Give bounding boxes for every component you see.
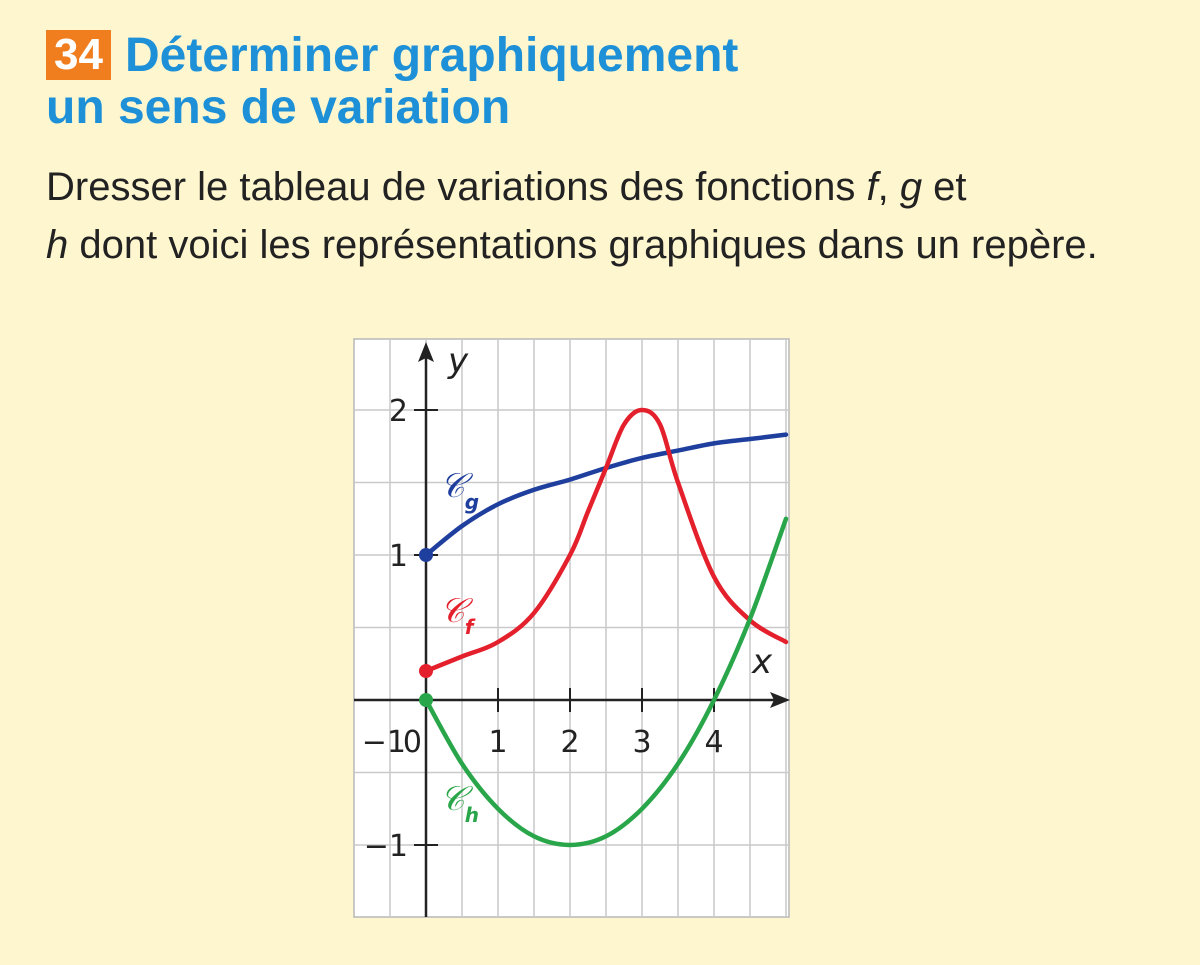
curve-label-main: 𝒞 xyxy=(440,466,465,506)
curve-label-sub: f xyxy=(464,615,474,639)
y-tick-label: 1 xyxy=(388,539,408,574)
x-tick-label: 2 xyxy=(560,725,580,760)
x-tick-label: 4 xyxy=(704,725,724,760)
curve-label-main: 𝒞 xyxy=(440,779,465,819)
statement-sep1: , xyxy=(877,165,900,209)
start-point-f xyxy=(419,664,433,678)
start-point-h xyxy=(419,693,433,707)
x-tick-label: −1 xyxy=(361,725,406,760)
y-tick-label: 2 xyxy=(388,394,408,429)
x-tick-label: 1 xyxy=(488,725,508,760)
statement-g: g xyxy=(899,165,923,209)
statement-part2: et xyxy=(922,165,967,209)
curve-label-main: 𝒞 xyxy=(440,591,465,631)
y-axis-label: y xyxy=(448,341,469,381)
statement-part3: dont voici les représentations graphiques dans un repère. xyxy=(68,223,1098,267)
x-axis-label: x xyxy=(752,642,773,682)
statement-f: f xyxy=(866,165,878,209)
statement-part1: Dresser le tableau de variations des fonctions xyxy=(46,165,867,209)
curve-label-sub: g xyxy=(464,490,480,514)
title-line-2: un sens de variation xyxy=(46,81,511,134)
y-tick-label: −1 xyxy=(363,829,408,864)
curve-label-sub: h xyxy=(464,803,480,827)
x-tick-label: 3 xyxy=(632,725,652,760)
statement-h: h xyxy=(46,223,69,267)
x-tick-label: 0 xyxy=(402,725,422,760)
exercise-number-badge: 34 xyxy=(46,30,111,80)
start-point-g xyxy=(419,548,433,562)
exercise-title-part1: Déterminer graphiquement xyxy=(124,29,739,82)
